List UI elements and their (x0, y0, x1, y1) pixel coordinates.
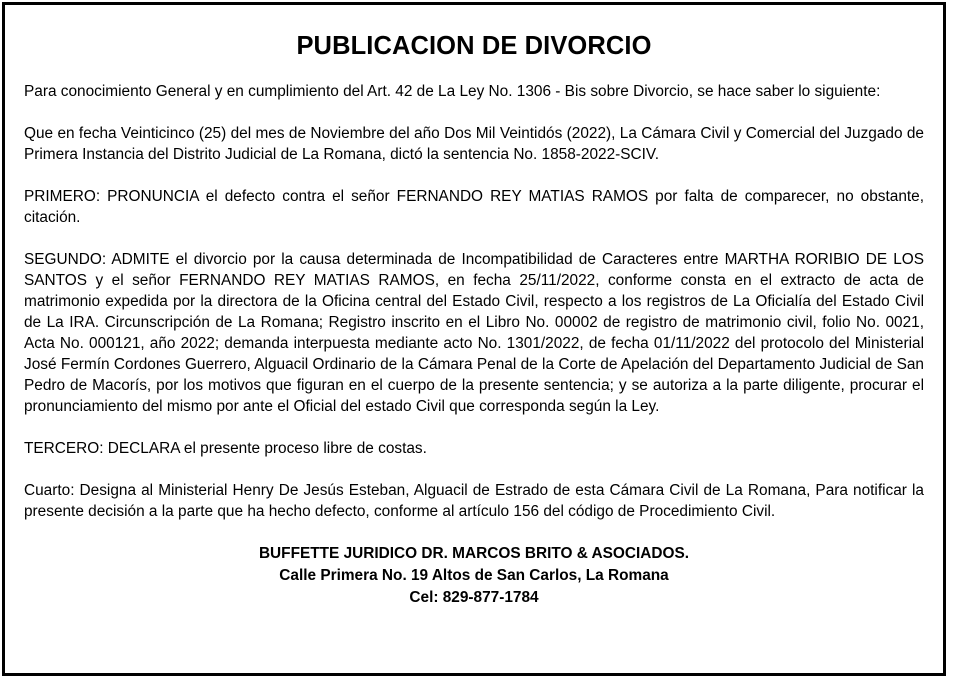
paragraph-sentence: Que en fecha Veinticinco (25) del mes de Noviembre del año Dos Mil Veintidós (2022), La Cámara Civil y Comercial del Juzgado de Primera Instancia del Distrito Judicial de La Romana, dictó la sentencia No. 1858-2022-SCIV. (24, 125, 924, 163)
firm-phone: Cel: 829-877-1784 (409, 589, 539, 606)
paragraph-intro: Para conocimiento General y en cumplimiento del Art. 42 de La Ley No. 1306 - Bis sobre Divorcio, se hace saber lo siguiente: (24, 83, 881, 100)
paragraph-tercero: TERCERO: DECLARA el presente proceso libre de costas. (24, 440, 427, 457)
notice-title: PUBLICACION DE DIVORCIO (296, 32, 652, 60)
firm-name: BUFFETTE JURIDICO DR. MARCOS BRITO & ASOCIADOS. (258, 545, 690, 562)
paragraph-cuarto: Cuarto: Designa al Ministerial Henry De Jesús Esteban, Alguacil de Estrado de esta Cámara Civil de La Romana, Para notificar la presente decisión a la parte que ha hecho defecto, conforme al artículo 156 del código de Procedimiento Civil. (24, 482, 924, 520)
firm-address: Calle Primera No. 19 Altos de San Carlos, La Romana (279, 567, 669, 584)
paragraph-segundo: SEGUNDO: ADMITE el divorcio por la causa determinada de Incompatibilidad de Caracteres entre MARTHA RORIBIO DE LOS SANTOS y el señor FERNANDO REY MATIAS RAMOS, en fecha 25/11/2022, conforme consta en el extracto de acta de matrimonio expedida por la directora de la Oficina central del Estado Civil, respecto a los registros de La Oficialía del Estado Civil de La IRA. Circunscripción de La Romana; Registro inscrito en el Libro No. 00002 de registro de matrimonio civil, folio No. 0021, Acta No. 000121, año 2022; demanda interpuesta mediante acto No. 1301/2022, de fecha 01/11/2022 del protocolo del Ministerial José Fermín Cordones Guerrero, Alguacil Ordinario de la Cámara Penal de la Corte de Apelación del Departamento Judicial de San Pedro de Macorís, por los motivos que figuran en el cuerpo de la presente sentencia; y se autoriza a la parte diligente, procurar el pronunciamiento del mismo por ante el Oficial del estado Civil que corresponda según la Ley. (24, 251, 924, 415)
paragraph-primero: PRIMERO: PRONUNCIA el defecto contra el señor FERNANDO REY MATIAS RAMOS por falta de comparecer, no obstante, citación. (24, 188, 924, 226)
signature-block (24, 543, 924, 608)
divorce-notice (2, 2, 946, 676)
